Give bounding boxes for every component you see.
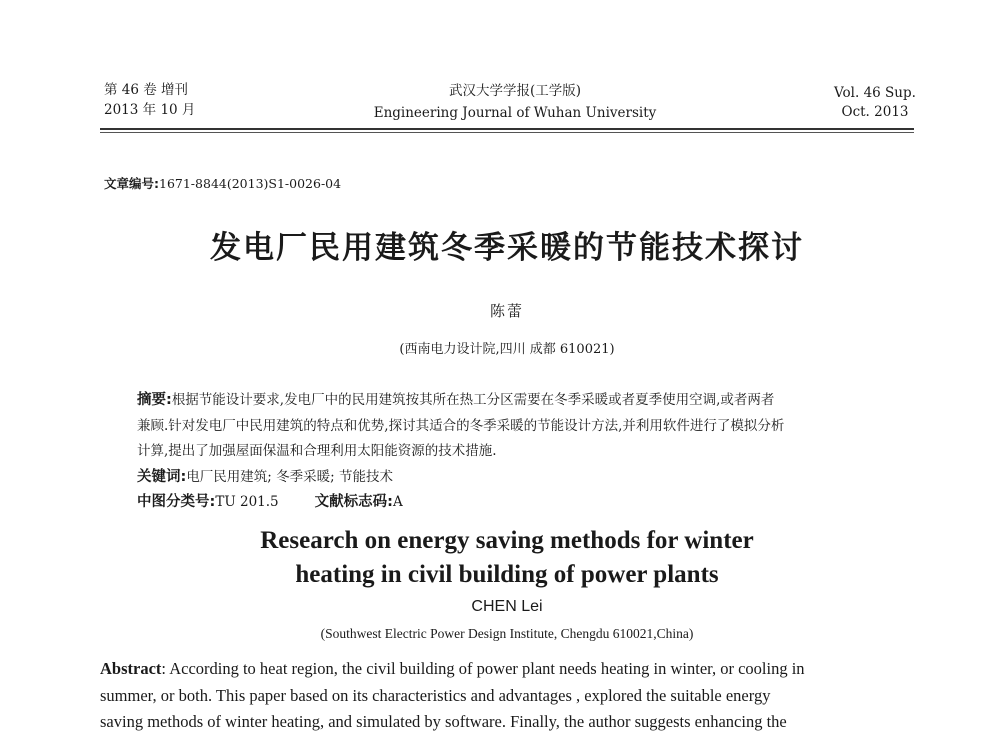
keywords-cn [137, 465, 393, 486]
affiliation-en: (Southwest Electric Power Design Institute, Chengdu 610021,China) [320, 626, 694, 641]
issue-date-cn: 2013 年 10 月 [104, 102, 196, 118]
clc-label: 中图分类号: [137, 494, 216, 510]
keywords-cn-value: 电厂民用建筑; 冬季采暖; 节能技术 [186, 469, 393, 485]
keywords-cn-label: 关键词: [137, 469, 187, 485]
affiliation-cn: (西南电力设计院,四川 成都 610021) [399, 342, 615, 357]
journal-volume-info-en [800, 84, 950, 122]
abstract-en-line-2: summer, or both. This paper based on its characteristics and advantages , explored the suitable energy [100, 686, 771, 705]
author-cn: 陈蕾 [489, 302, 524, 320]
abstract-cn-label: 摘要: [137, 392, 172, 408]
clc-value: TU 201.5 [215, 494, 279, 510]
classification-line [137, 490, 403, 511]
abstract-cn-line-2: 兼顾.针对发电厂中民用建筑的特点和优势,探讨其适合的冬季采暖的节能设计方法,并利用软件进行了模拟分析 [137, 418, 785, 434]
journal-name [340, 80, 690, 124]
abstract-en-label: Abstract [100, 659, 162, 678]
abstract-en-line-1 [100, 659, 805, 679]
journal-volume-info [104, 80, 195, 120]
abstract-cn-line-1 [137, 388, 774, 409]
doc-code-value: A [392, 494, 403, 510]
journal-name-cn: 武汉大学学报(工学版) [448, 83, 582, 99]
article-number [104, 174, 341, 192]
volume-en: Vol. 46 Sup. [834, 85, 916, 101]
volume-issue: 第 46 卷 增刊 [104, 82, 189, 98]
article-number-value: 1671-8844(2013)S1-0026-04 [159, 176, 342, 191]
paper-title-en-line-1: Research on energy saving methods for winter [260, 527, 754, 554]
header-rule-thick [100, 128, 914, 130]
header-rule-thin [100, 132, 914, 133]
journal-name-en: Engineering Journal of Wuhan University [373, 105, 657, 121]
article-number-label: 文章编号: [104, 176, 159, 191]
abstract-en-text-1: : According to heat region, the civil building of power plant needs heating in winter, or cooling in [161, 659, 805, 678]
abstract-en-line-3: saving methods of winter heating, and simulated by software. Finally, the author suggests enhancing the [100, 712, 787, 731]
author-en: CHEN Lei [471, 598, 543, 615]
paper-title-en-line-2: heating in civil building of power plants [295, 561, 719, 588]
doc-code-label: 文献标志码: [314, 494, 393, 510]
abstract-cn-line-3: 计算,提出了加强屋面保温和合理利用太阳能资源的技术措施. [137, 443, 497, 459]
paper-title-cn: 发电厂民用建筑冬季采暖的节能技术探讨 [210, 230, 804, 266]
abstract-cn-text-1: 根据节能设计要求,发电厂中的民用建筑按其所在热工分区需要在冬季采暖或者夏季使用空调,或者两者 [171, 392, 775, 408]
issue-date-en: Oct. 2013 [841, 104, 909, 120]
